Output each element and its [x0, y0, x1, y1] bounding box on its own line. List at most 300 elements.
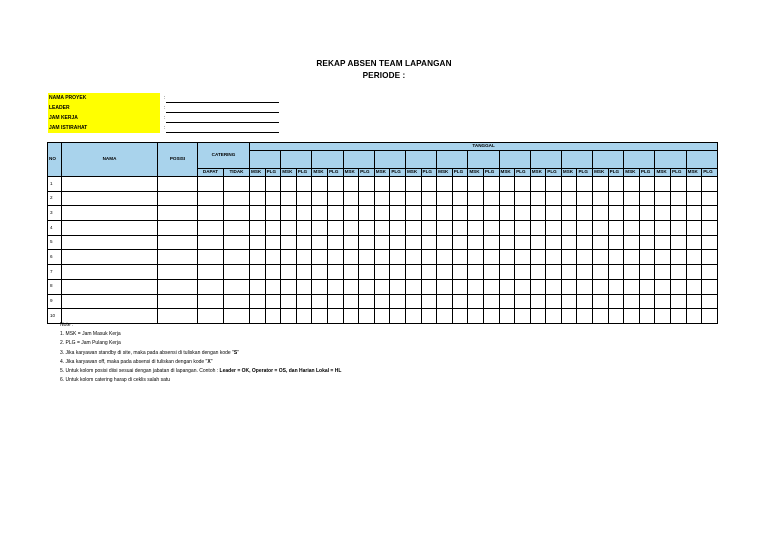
- msk-cell[interactable]: [250, 177, 266, 192]
- msk-cell[interactable]: [624, 191, 640, 206]
- nama-cell[interactable]: [62, 191, 158, 206]
- msk-cell[interactable]: [530, 265, 546, 280]
- plg-cell[interactable]: [515, 250, 531, 265]
- msk-cell[interactable]: [593, 294, 609, 309]
- plg-cell[interactable]: [546, 235, 562, 250]
- msk-cell[interactable]: [499, 265, 515, 280]
- plg-cell[interactable]: [546, 191, 562, 206]
- plg-cell[interactable]: [577, 206, 593, 221]
- msk-cell[interactable]: [343, 265, 359, 280]
- msk-cell[interactable]: [624, 279, 640, 294]
- posisi-cell[interactable]: [158, 221, 198, 236]
- plg-cell[interactable]: [452, 294, 468, 309]
- plg-cell[interactable]: [421, 177, 437, 192]
- msk-cell[interactable]: [499, 294, 515, 309]
- nama-cell[interactable]: [62, 279, 158, 294]
- msk-cell[interactable]: [374, 294, 390, 309]
- plg-cell[interactable]: [452, 221, 468, 236]
- plg-cell[interactable]: [452, 309, 468, 324]
- plg-cell[interactable]: [515, 309, 531, 324]
- msk-cell[interactable]: [312, 250, 328, 265]
- info-value-line[interactable]: [166, 132, 279, 133]
- plg-cell[interactable]: [265, 221, 281, 236]
- catering-dapat-cell[interactable]: [198, 191, 224, 206]
- catering-dapat-cell[interactable]: [198, 221, 224, 236]
- plg-cell[interactable]: [359, 177, 375, 192]
- msk-cell[interactable]: [437, 279, 453, 294]
- plg-cell[interactable]: [483, 250, 499, 265]
- posisi-cell[interactable]: [158, 177, 198, 192]
- msk-cell[interactable]: [437, 250, 453, 265]
- msk-cell[interactable]: [499, 279, 515, 294]
- posisi-cell[interactable]: [158, 265, 198, 280]
- msk-cell[interactable]: [530, 250, 546, 265]
- msk-cell[interactable]: [312, 177, 328, 192]
- plg-cell[interactable]: [421, 191, 437, 206]
- msk-cell[interactable]: [530, 294, 546, 309]
- plg-cell[interactable]: [452, 250, 468, 265]
- msk-cell[interactable]: [250, 250, 266, 265]
- msk-cell[interactable]: [624, 309, 640, 324]
- msk-cell[interactable]: [468, 206, 484, 221]
- plg-cell[interactable]: [639, 250, 655, 265]
- msk-cell[interactable]: [686, 250, 702, 265]
- catering-tidak-cell[interactable]: [224, 206, 250, 221]
- msk-cell[interactable]: [593, 177, 609, 192]
- msk-cell[interactable]: [530, 235, 546, 250]
- plg-cell[interactable]: [265, 177, 281, 192]
- msk-cell[interactable]: [499, 250, 515, 265]
- plg-cell[interactable]: [452, 265, 468, 280]
- plg-cell[interactable]: [421, 221, 437, 236]
- plg-cell[interactable]: [577, 294, 593, 309]
- posisi-cell[interactable]: [158, 235, 198, 250]
- plg-cell[interactable]: [327, 294, 343, 309]
- msk-cell[interactable]: [593, 191, 609, 206]
- msk-cell[interactable]: [561, 177, 577, 192]
- msk-cell[interactable]: [343, 250, 359, 265]
- msk-cell[interactable]: [593, 309, 609, 324]
- plg-cell[interactable]: [359, 279, 375, 294]
- plg-cell[interactable]: [639, 206, 655, 221]
- msk-cell[interactable]: [468, 250, 484, 265]
- msk-cell[interactable]: [686, 235, 702, 250]
- msk-cell[interactable]: [250, 265, 266, 280]
- msk-cell[interactable]: [561, 294, 577, 309]
- msk-cell[interactable]: [343, 191, 359, 206]
- plg-cell[interactable]: [359, 294, 375, 309]
- msk-cell[interactable]: [499, 177, 515, 192]
- msk-cell[interactable]: [593, 221, 609, 236]
- plg-cell[interactable]: [608, 235, 624, 250]
- msk-cell[interactable]: [405, 294, 421, 309]
- plg-cell[interactable]: [359, 250, 375, 265]
- plg-cell[interactable]: [639, 294, 655, 309]
- plg-cell[interactable]: [452, 177, 468, 192]
- msk-cell[interactable]: [312, 235, 328, 250]
- posisi-cell[interactable]: [158, 250, 198, 265]
- plg-cell[interactable]: [452, 206, 468, 221]
- plg-cell[interactable]: [546, 177, 562, 192]
- msk-cell[interactable]: [250, 221, 266, 236]
- catering-tidak-cell[interactable]: [224, 221, 250, 236]
- msk-cell[interactable]: [468, 177, 484, 192]
- catering-tidak-cell[interactable]: [224, 294, 250, 309]
- plg-cell[interactable]: [483, 235, 499, 250]
- plg-cell[interactable]: [546, 206, 562, 221]
- plg-cell[interactable]: [702, 279, 718, 294]
- msk-cell[interactable]: [655, 265, 671, 280]
- plg-cell[interactable]: [265, 235, 281, 250]
- plg-cell[interactable]: [359, 206, 375, 221]
- plg-cell[interactable]: [296, 191, 312, 206]
- msk-cell[interactable]: [561, 235, 577, 250]
- msk-cell[interactable]: [655, 177, 671, 192]
- plg-cell[interactable]: [327, 235, 343, 250]
- msk-cell[interactable]: [437, 177, 453, 192]
- catering-tidak-cell[interactable]: [224, 279, 250, 294]
- plg-cell[interactable]: [608, 309, 624, 324]
- plg-cell[interactable]: [577, 265, 593, 280]
- plg-cell[interactable]: [671, 177, 687, 192]
- catering-dapat-cell[interactable]: [198, 279, 224, 294]
- msk-cell[interactable]: [468, 221, 484, 236]
- msk-cell[interactable]: [374, 309, 390, 324]
- msk-cell[interactable]: [468, 265, 484, 280]
- msk-cell[interactable]: [561, 250, 577, 265]
- plg-cell[interactable]: [390, 309, 406, 324]
- plg-cell[interactable]: [390, 206, 406, 221]
- plg-cell[interactable]: [483, 206, 499, 221]
- catering-dapat-cell[interactable]: [198, 250, 224, 265]
- msk-cell[interactable]: [593, 206, 609, 221]
- plg-cell[interactable]: [515, 235, 531, 250]
- msk-cell[interactable]: [281, 206, 297, 221]
- msk-cell[interactable]: [624, 235, 640, 250]
- msk-cell[interactable]: [468, 191, 484, 206]
- plg-cell[interactable]: [608, 279, 624, 294]
- msk-cell[interactable]: [593, 279, 609, 294]
- plg-cell[interactable]: [577, 221, 593, 236]
- plg-cell[interactable]: [702, 191, 718, 206]
- msk-cell[interactable]: [374, 279, 390, 294]
- nama-cell[interactable]: [62, 177, 158, 192]
- plg-cell[interactable]: [608, 221, 624, 236]
- catering-tidak-cell[interactable]: [224, 250, 250, 265]
- plg-cell[interactable]: [702, 309, 718, 324]
- plg-cell[interactable]: [546, 265, 562, 280]
- msk-cell[interactable]: [374, 250, 390, 265]
- msk-cell[interactable]: [281, 177, 297, 192]
- plg-cell[interactable]: [296, 206, 312, 221]
- plg-cell[interactable]: [421, 294, 437, 309]
- plg-cell[interactable]: [515, 279, 531, 294]
- msk-cell[interactable]: [624, 294, 640, 309]
- msk-cell[interactable]: [374, 177, 390, 192]
- info-value-line[interactable]: [166, 102, 279, 103]
- plg-cell[interactable]: [546, 279, 562, 294]
- plg-cell[interactable]: [515, 206, 531, 221]
- msk-cell[interactable]: [437, 265, 453, 280]
- catering-tidak-cell[interactable]: [224, 235, 250, 250]
- plg-cell[interactable]: [390, 294, 406, 309]
- msk-cell[interactable]: [437, 309, 453, 324]
- plg-cell[interactable]: [577, 309, 593, 324]
- posisi-cell[interactable]: [158, 294, 198, 309]
- msk-cell[interactable]: [281, 294, 297, 309]
- msk-cell[interactable]: [499, 221, 515, 236]
- posisi-cell[interactable]: [158, 191, 198, 206]
- msk-cell[interactable]: [343, 235, 359, 250]
- msk-cell[interactable]: [624, 206, 640, 221]
- plg-cell[interactable]: [296, 294, 312, 309]
- msk-cell[interactable]: [624, 265, 640, 280]
- msk-cell[interactable]: [312, 191, 328, 206]
- msk-cell[interactable]: [561, 265, 577, 280]
- msk-cell[interactable]: [343, 206, 359, 221]
- plg-cell[interactable]: [608, 265, 624, 280]
- msk-cell[interactable]: [655, 206, 671, 221]
- plg-cell[interactable]: [671, 309, 687, 324]
- msk-cell[interactable]: [655, 279, 671, 294]
- msk-cell[interactable]: [561, 279, 577, 294]
- msk-cell[interactable]: [530, 309, 546, 324]
- msk-cell[interactable]: [499, 191, 515, 206]
- msk-cell[interactable]: [499, 206, 515, 221]
- plg-cell[interactable]: [421, 250, 437, 265]
- plg-cell[interactable]: [390, 250, 406, 265]
- msk-cell[interactable]: [343, 279, 359, 294]
- msk-cell[interactable]: [312, 206, 328, 221]
- plg-cell[interactable]: [421, 206, 437, 221]
- plg-cell[interactable]: [327, 250, 343, 265]
- catering-dapat-cell[interactable]: [198, 294, 224, 309]
- msk-cell[interactable]: [468, 235, 484, 250]
- msk-cell[interactable]: [405, 309, 421, 324]
- plg-cell[interactable]: [296, 265, 312, 280]
- plg-cell[interactable]: [671, 294, 687, 309]
- plg-cell[interactable]: [639, 177, 655, 192]
- msk-cell[interactable]: [437, 235, 453, 250]
- plg-cell[interactable]: [515, 221, 531, 236]
- plg-cell[interactable]: [671, 206, 687, 221]
- msk-cell[interactable]: [561, 191, 577, 206]
- msk-cell[interactable]: [374, 265, 390, 280]
- msk-cell[interactable]: [437, 191, 453, 206]
- plg-cell[interactable]: [702, 206, 718, 221]
- plg-cell[interactable]: [546, 221, 562, 236]
- msk-cell[interactable]: [686, 221, 702, 236]
- plg-cell[interactable]: [296, 221, 312, 236]
- plg-cell[interactable]: [421, 309, 437, 324]
- plg-cell[interactable]: [671, 235, 687, 250]
- msk-cell[interactable]: [624, 250, 640, 265]
- nama-cell[interactable]: [62, 265, 158, 280]
- msk-cell[interactable]: [312, 294, 328, 309]
- catering-tidak-cell[interactable]: [224, 265, 250, 280]
- catering-dapat-cell[interactable]: [198, 265, 224, 280]
- msk-cell[interactable]: [405, 177, 421, 192]
- plg-cell[interactable]: [483, 294, 499, 309]
- plg-cell[interactable]: [483, 265, 499, 280]
- plg-cell[interactable]: [546, 309, 562, 324]
- plg-cell[interactable]: [390, 235, 406, 250]
- info-value-line[interactable]: [166, 112, 279, 113]
- msk-cell[interactable]: [405, 206, 421, 221]
- plg-cell[interactable]: [546, 294, 562, 309]
- msk-cell[interactable]: [530, 221, 546, 236]
- plg-cell[interactable]: [515, 294, 531, 309]
- msk-cell[interactable]: [374, 206, 390, 221]
- plg-cell[interactable]: [421, 235, 437, 250]
- plg-cell[interactable]: [483, 309, 499, 324]
- nama-cell[interactable]: [62, 206, 158, 221]
- plg-cell[interactable]: [702, 235, 718, 250]
- plg-cell[interactable]: [483, 177, 499, 192]
- msk-cell[interactable]: [281, 265, 297, 280]
- msk-cell[interactable]: [530, 177, 546, 192]
- plg-cell[interactable]: [515, 177, 531, 192]
- plg-cell[interactable]: [639, 191, 655, 206]
- catering-tidak-cell[interactable]: [224, 177, 250, 192]
- msk-cell[interactable]: [686, 294, 702, 309]
- plg-cell[interactable]: [639, 265, 655, 280]
- msk-cell[interactable]: [593, 265, 609, 280]
- msk-cell[interactable]: [655, 250, 671, 265]
- plg-cell[interactable]: [296, 250, 312, 265]
- msk-cell[interactable]: [312, 279, 328, 294]
- msk-cell[interactable]: [405, 265, 421, 280]
- msk-cell[interactable]: [250, 235, 266, 250]
- plg-cell[interactable]: [327, 279, 343, 294]
- plg-cell[interactable]: [296, 235, 312, 250]
- posisi-cell[interactable]: [158, 279, 198, 294]
- plg-cell[interactable]: [327, 206, 343, 221]
- msk-cell[interactable]: [655, 235, 671, 250]
- msk-cell[interactable]: [374, 191, 390, 206]
- msk-cell[interactable]: [405, 191, 421, 206]
- msk-cell[interactable]: [374, 221, 390, 236]
- plg-cell[interactable]: [671, 191, 687, 206]
- msk-cell[interactable]: [281, 235, 297, 250]
- msk-cell[interactable]: [437, 221, 453, 236]
- msk-cell[interactable]: [343, 294, 359, 309]
- plg-cell[interactable]: [546, 250, 562, 265]
- catering-tidak-cell[interactable]: [224, 191, 250, 206]
- plg-cell[interactable]: [577, 177, 593, 192]
- plg-cell[interactable]: [265, 250, 281, 265]
- plg-cell[interactable]: [608, 294, 624, 309]
- plg-cell[interactable]: [359, 235, 375, 250]
- plg-cell[interactable]: [390, 221, 406, 236]
- msk-cell[interactable]: [250, 294, 266, 309]
- plg-cell[interactable]: [483, 221, 499, 236]
- plg-cell[interactable]: [639, 279, 655, 294]
- posisi-cell[interactable]: [158, 206, 198, 221]
- nama-cell[interactable]: [62, 250, 158, 265]
- plg-cell[interactable]: [359, 265, 375, 280]
- msk-cell[interactable]: [624, 221, 640, 236]
- plg-cell[interactable]: [608, 206, 624, 221]
- msk-cell[interactable]: [405, 279, 421, 294]
- nama-cell[interactable]: [62, 235, 158, 250]
- msk-cell[interactable]: [686, 309, 702, 324]
- msk-cell[interactable]: [437, 294, 453, 309]
- msk-cell[interactable]: [343, 309, 359, 324]
- plg-cell[interactable]: [483, 191, 499, 206]
- plg-cell[interactable]: [515, 191, 531, 206]
- msk-cell[interactable]: [686, 177, 702, 192]
- plg-cell[interactable]: [296, 279, 312, 294]
- msk-cell[interactable]: [312, 221, 328, 236]
- msk-cell[interactable]: [686, 191, 702, 206]
- catering-dapat-cell[interactable]: [198, 235, 224, 250]
- plg-cell[interactable]: [265, 265, 281, 280]
- plg-cell[interactable]: [671, 221, 687, 236]
- msk-cell[interactable]: [624, 177, 640, 192]
- msk-cell[interactable]: [530, 206, 546, 221]
- plg-cell[interactable]: [265, 191, 281, 206]
- msk-cell[interactable]: [468, 294, 484, 309]
- catering-dapat-cell[interactable]: [198, 206, 224, 221]
- plg-cell[interactable]: [390, 265, 406, 280]
- plg-cell[interactable]: [390, 279, 406, 294]
- msk-cell[interactable]: [655, 309, 671, 324]
- plg-cell[interactable]: [577, 191, 593, 206]
- plg-cell[interactable]: [702, 221, 718, 236]
- plg-cell[interactable]: [390, 177, 406, 192]
- msk-cell[interactable]: [374, 235, 390, 250]
- plg-cell[interactable]: [639, 235, 655, 250]
- msk-cell[interactable]: [655, 221, 671, 236]
- info-value-line[interactable]: [166, 122, 279, 123]
- msk-cell[interactable]: [655, 294, 671, 309]
- msk-cell[interactable]: [468, 279, 484, 294]
- plg-cell[interactable]: [452, 191, 468, 206]
- msk-cell[interactable]: [437, 206, 453, 221]
- plg-cell[interactable]: [608, 191, 624, 206]
- plg-cell[interactable]: [421, 279, 437, 294]
- nama-cell[interactable]: [62, 294, 158, 309]
- plg-cell[interactable]: [608, 250, 624, 265]
- msk-cell[interactable]: [686, 265, 702, 280]
- plg-cell[interactable]: [359, 221, 375, 236]
- msk-cell[interactable]: [593, 235, 609, 250]
- msk-cell[interactable]: [343, 221, 359, 236]
- plg-cell[interactable]: [515, 265, 531, 280]
- plg-cell[interactable]: [452, 279, 468, 294]
- plg-cell[interactable]: [359, 191, 375, 206]
- msk-cell[interactable]: [468, 309, 484, 324]
- plg-cell[interactable]: [702, 250, 718, 265]
- msk-cell[interactable]: [281, 250, 297, 265]
- msk-cell[interactable]: [561, 206, 577, 221]
- plg-cell[interactable]: [639, 309, 655, 324]
- plg-cell[interactable]: [327, 265, 343, 280]
- plg-cell[interactable]: [671, 279, 687, 294]
- nama-cell[interactable]: [62, 221, 158, 236]
- plg-cell[interactable]: [265, 206, 281, 221]
- msk-cell[interactable]: [405, 250, 421, 265]
- msk-cell[interactable]: [655, 191, 671, 206]
- plg-cell[interactable]: [327, 191, 343, 206]
- plg-cell[interactable]: [702, 265, 718, 280]
- msk-cell[interactable]: [250, 279, 266, 294]
- plg-cell[interactable]: [702, 294, 718, 309]
- msk-cell[interactable]: [686, 279, 702, 294]
- plg-cell[interactable]: [671, 265, 687, 280]
- msk-cell[interactable]: [530, 191, 546, 206]
